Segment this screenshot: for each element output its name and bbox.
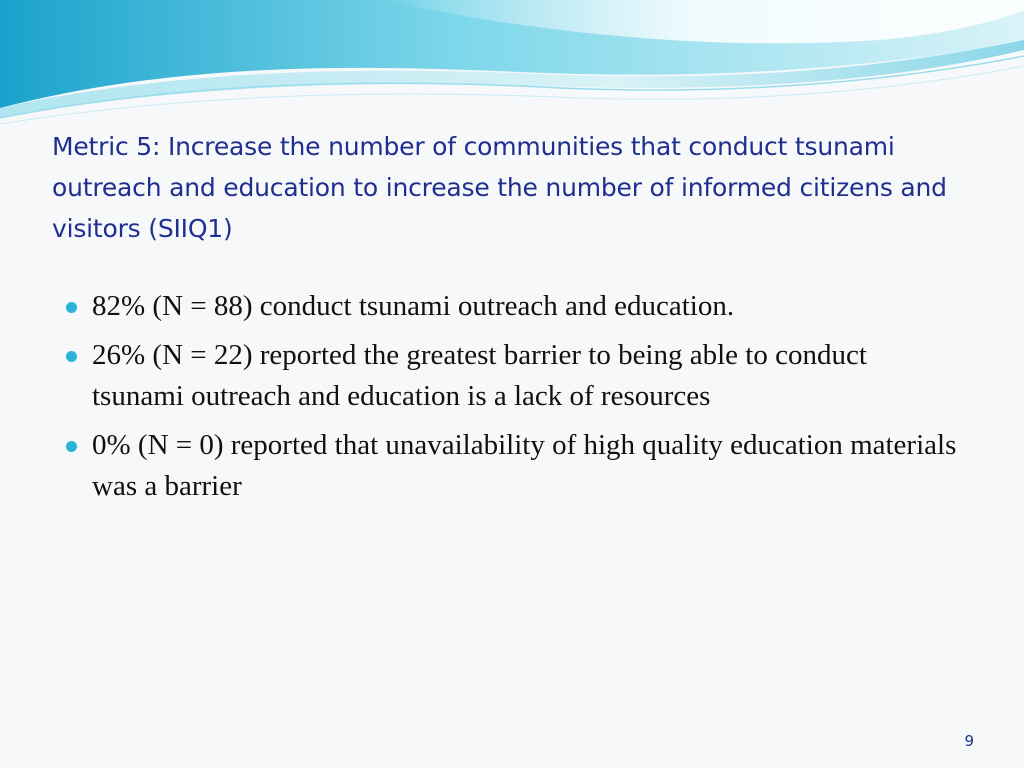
bullet-dot-icon bbox=[66, 441, 77, 452]
bullet-text: 82% (N = 88) conduct tsunami outreach and education. bbox=[92, 290, 735, 322]
page-number: 9 bbox=[964, 732, 974, 750]
slide-title: Metric 5: Increase the number of communities that conduct tsunami outreach and education to increase the number of informed citizens and visitors (SIIQ1) bbox=[52, 132, 947, 243]
bullet-item bbox=[62, 335, 962, 417]
bullet-item bbox=[62, 286, 962, 327]
bullet-item bbox=[62, 425, 962, 507]
header-wave-decoration bbox=[0, 0, 1024, 130]
bullet-text: 0% (N = 0) reported that unavailability of high quality education materials was a barrier bbox=[92, 429, 957, 502]
bullet-dot-icon bbox=[66, 351, 77, 362]
bullet-text: 26% (N = 22) reported the greatest barrier to being able to conduct tsunami outreach and education is a lack of resources bbox=[92, 339, 867, 412]
bullet-dot-icon bbox=[66, 302, 77, 313]
bullet-list bbox=[62, 286, 962, 515]
